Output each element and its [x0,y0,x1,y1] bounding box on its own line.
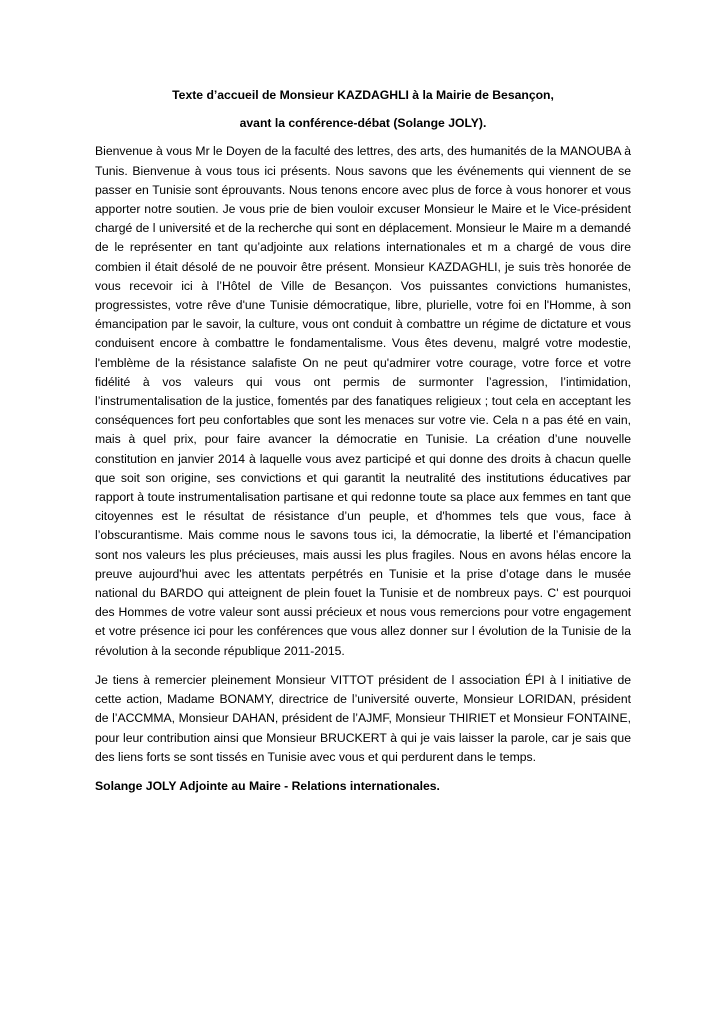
signature: Solange JOLY Adjointe au Maire - Relations internationales. [95,778,440,793]
document-subtitle: avant la conférence-débat (Solange JOLY). [239,116,487,131]
welcome-paragraph: Bienvenue à vous Mr le Doyen de la faculté des lettres, des arts, des humanités de la MANOUBA à Tunis. Bienvenue à vous tous ici présents. Nous savons que les événements qui viennent de se passer en Tunisie sont éprouvants. Nous tenons encore avec plus de force à vous honorer et vous apporter notre soutien. Je vous prie de bien vouloir excuser Monsieur le Maire et le Vice-président chargé de l université et de la recherche qui sont en déplacement. Monsieur le Maire m a demandé de le représenter en tant qu’adjointe aux relations internationales et m a chargé de vous dire combien il était désolé de ne pouvoir être présent. Monsieur KAZDAGHLI, je suis très honorée de vous recevoir ici à l’Hôtel de Ville de Besançon. Vos puissantes convictions humanistes, progressistes, votre rêve d'une Tunisie démocratique, libre, plurielle, votre foi en l'Homme, à son émancipation par le savoir, la culture, vous ont conduit à combattre un régime de dictature et vous conduisent encore à combattre le fondamentalisme. Vous êtes devenu, malgré votre modestie, l'emblème de la résistance salafiste On ne peut qu'admirer votre courage, votre force et votre fidélité à vos valeurs qui vous ont permis de surmonter l’agression, l’intimidation, l’instrumentalisation de la justice, fomentés par des fanatiques religieux ; tout cela en acceptant les conséquences fort peu confortables que sont les menaces sur votre vie. Cela n a pas été en vain, mais à quel prix, pour faire avancer la démocratie en Tunisie. La création d’une nouvelle constitution en janvier 2014 à laquelle vous avez participé et qui donne des droits à chacun quelle que soit son origine, ses convictions et qui garantit la neutralité des institutions éducatives par rapport à toute instrumentalisation partisane et qui redonne toute sa place aux femmes en tant que citoyennes est le résultat de résistance d’un peuple, et d'hommes tels que vous, face à l’obscurantisme. Mais comme nous le savons tous ici, la démocratie, la liberté et l’émancipation sont nos valeurs les plus précieuses, mais aussi les plus fragiles. Nous en avons hélas encore la preuve aujourd'hui avec les attentats perpétrés en Tunisie et la prise d’otage dans le musée national du BARDO qui atteignent de plein fouet la Tunisie et de nombreux pays. C' est pourquoi des Hommes de votre valeur sont aussi précieux et nous vous remercions pour votre engagement et votre présence ici pour les conférences que vous allez donner sur l évolution de la Tunisie de la révolution à la seconde république 2011-2015. [95,144,631,658]
document-title: Texte d’accueil de Monsieur KAZDAGHLI à la Mairie de Besançon, [172,88,554,102]
document-body [95,86,631,796]
thanks-paragraph: Je tiens à remercier pleinement Monsieur VITTOT président de l association ÉPI à l initiative de cette action, Madame BONAMY, directrice de l’université ouverte, Monsieur LORIDAN, président de l’ACCMMA, Monsieur DAHAN, président de l’AJMF, Monsieur THIRIET et Monsieur FONTAINE, pour leur contribution ainsi que Monsieur BRUCKERT à qui je vais laisser la parole, car je sais que des liens forts se sont tissés en Tunisie avec vous et qui perdurent dans le temps. [95,672,631,764]
